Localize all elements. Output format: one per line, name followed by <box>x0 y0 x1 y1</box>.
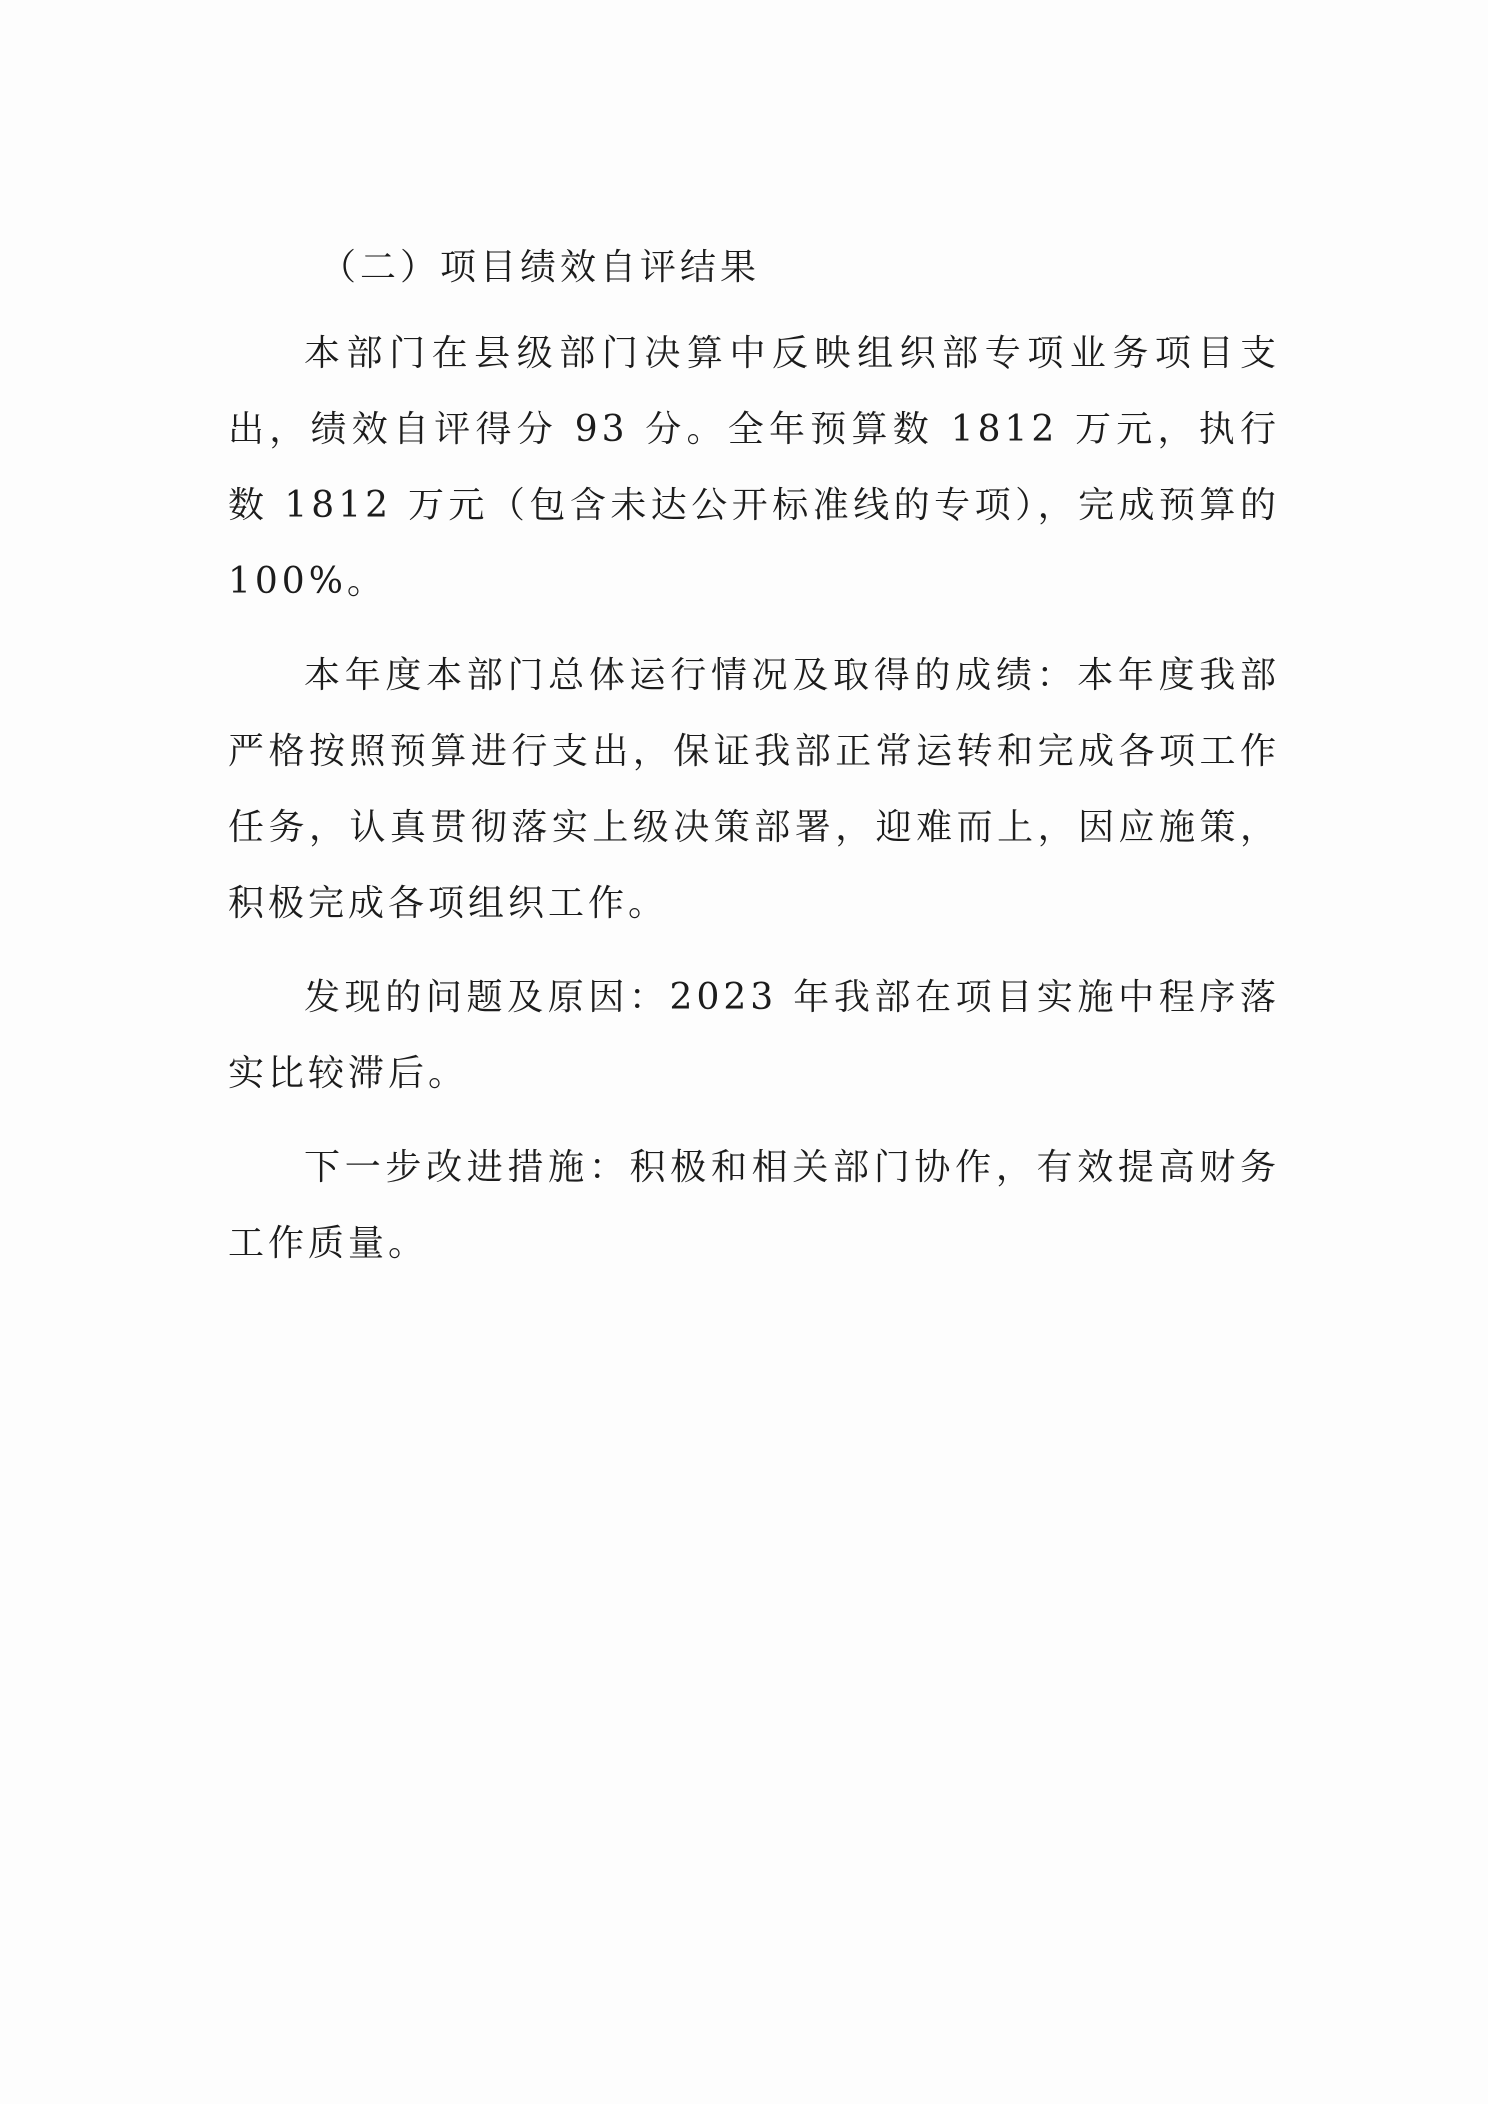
document-body <box>228 238 1280 1300</box>
paragraph-performance-score: 本部门在县级部门决算中反映组织部专项业务项目支出，绩效自评得分 93 分。全年预算数 1812 万元，执行数 1812 万元（包含未达公开标准线的专项），完成预算的 100%。 <box>228 333 1280 602</box>
section-heading: （二）项目绩效自评结果 <box>320 247 761 288</box>
paragraph-problems-causes: 发现的问题及原因：2023 年我部在项目实施中程序落实比较滞后。 <box>228 977 1280 1094</box>
paragraph-improvement-measures: 下一步改进措施：积极和相关部门协作，有效提高财务工作质量。 <box>228 1147 1280 1264</box>
paragraph-overall-operation: 本年度本部门总体运行情况及取得的成绩：本年度我部严格按照预算进行支出，保证我部正常运转和完成各项工作任务，认真贯彻落实上级决策部署，迎难而上，因应施策，积极完成各项组织工作。 <box>228 655 1280 924</box>
